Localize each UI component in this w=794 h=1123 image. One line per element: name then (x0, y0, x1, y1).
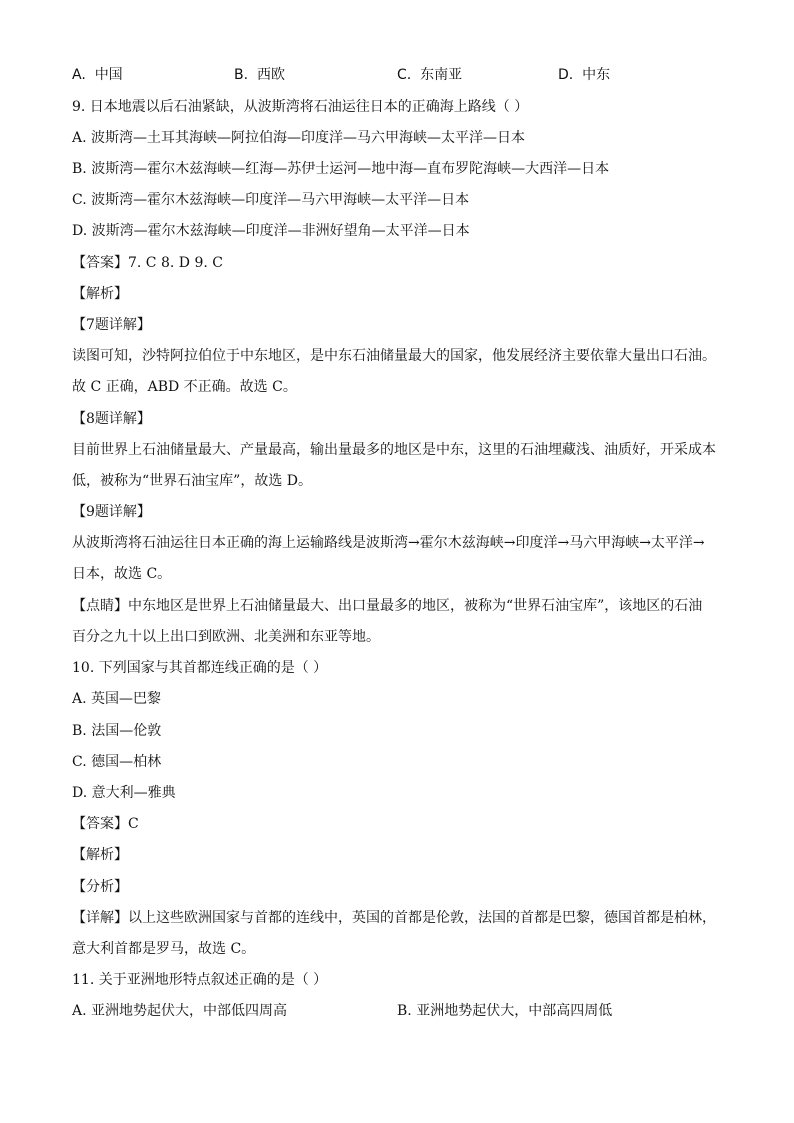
q11-option-a: A. 亚洲地势起伏大，中部低四周高 (72, 1003, 288, 1019)
q8-option-c: C. 东南亚 (397, 67, 463, 83)
q8-detail-line-2: 低，被称为“世界石油宝库”，故选 D。 (72, 473, 312, 489)
q9-detail-title: 【9题详解】 (72, 504, 151, 520)
q10-answer: 【答案】C (72, 816, 139, 832)
analysis-heading: 【解析】 (72, 286, 128, 302)
q7-detail-title: 【7题详解】 (72, 317, 151, 333)
answer-7-9: 【答案】7. C 8. D 9. C (72, 255, 223, 271)
q8-option-d: D. 中东 (558, 67, 611, 83)
q11-option-b: B. 亚洲地势起伏大，中部高四周低 (397, 1003, 613, 1019)
q9-option-c: C. 波斯湾—霍尔木兹海峡—印度洋—马六甲海峡—太平洋—日本 (72, 192, 470, 208)
q11-options-row (0, 1001, 794, 1021)
q7-detail-line-1: 读图可知，沙特阿拉伯位于中东地区，是中东石油储量最大的国家，他发展经济主要依靠大量出口石油。 (72, 348, 716, 364)
q10-option-a: A. 英国—巴黎 (72, 691, 162, 707)
q9-stem: 9. 日本地震以后石油紧缺，从波斯湾将石油运往日本的正确海上路线（ ） (72, 99, 529, 115)
q10-fenxi: 【分析】 (72, 879, 128, 895)
q9-option-d: D. 波斯湾—霍尔木兹海峡—印度洋—非洲好望角—太平洋—日本 (72, 223, 470, 239)
q8-options-row (0, 65, 794, 85)
tip-line-1: 【点睛】中东地区是世界上石油储量最大、出口量最多的地区，被称为“世界石油宝库”，该地区的石油 (72, 598, 703, 614)
q10-detail-line-2: 意大利首都是罗马，故选 C。 (72, 941, 256, 957)
q8-option-b: B. 西欧 (234, 67, 285, 83)
q11-stem: 11. 关于亚洲地形特点叙述正确的是（ ） (72, 972, 328, 988)
q9-option-b: B. 波斯湾—霍尔木兹海峡—红海—苏伊士运河—地中海—直布罗陀海峡—大西洋—日本 (72, 161, 610, 177)
q8-detail-line-1: 目前世界上石油储量最大、产量最高，输出量最多的地区是中东，这里的石油埋藏浅、油质好，开采成本 (72, 442, 716, 458)
q10-detail-line-1: 【详解】以上这些欧洲国家与首都的连线中，英国的首都是伦敦，法国的首都是巴黎，德国首都是柏林， (72, 910, 716, 926)
q10-option-d: D. 意大利—雅典 (72, 785, 176, 801)
q8-detail-title: 【8题详解】 (72, 411, 151, 427)
q10-option-b: B. 法国—伦敦 (72, 723, 162, 739)
q10-option-c: C. 德国—柏林 (72, 754, 162, 770)
q8-option-a: A. 中国 (72, 67, 123, 83)
q9-detail-line-2: 日本，故选 C。 (72, 566, 172, 582)
q10-stem: 10. 下列国家与其首都连线正确的是（ ） (72, 660, 328, 676)
q10-analysis: 【解析】 (72, 847, 128, 863)
q9-option-a: A. 波斯湾—土耳其海峡—阿拉伯海—印度洋—马六甲海峡—太平洋—日本 (72, 130, 526, 146)
q9-detail-line-1: 从波斯湾将石油运往日本正确的海上运输路线是波斯湾→霍尔木兹海峡→印度洋→马六甲海峡→太平洋→ (72, 535, 705, 551)
tip-line-2: 百分之九十以上出口到欧洲、北美洲和东亚等地。 (72, 629, 380, 645)
q7-detail-line-2: 故 C 正确，ABD 不正确。故选 C。 (72, 379, 297, 395)
